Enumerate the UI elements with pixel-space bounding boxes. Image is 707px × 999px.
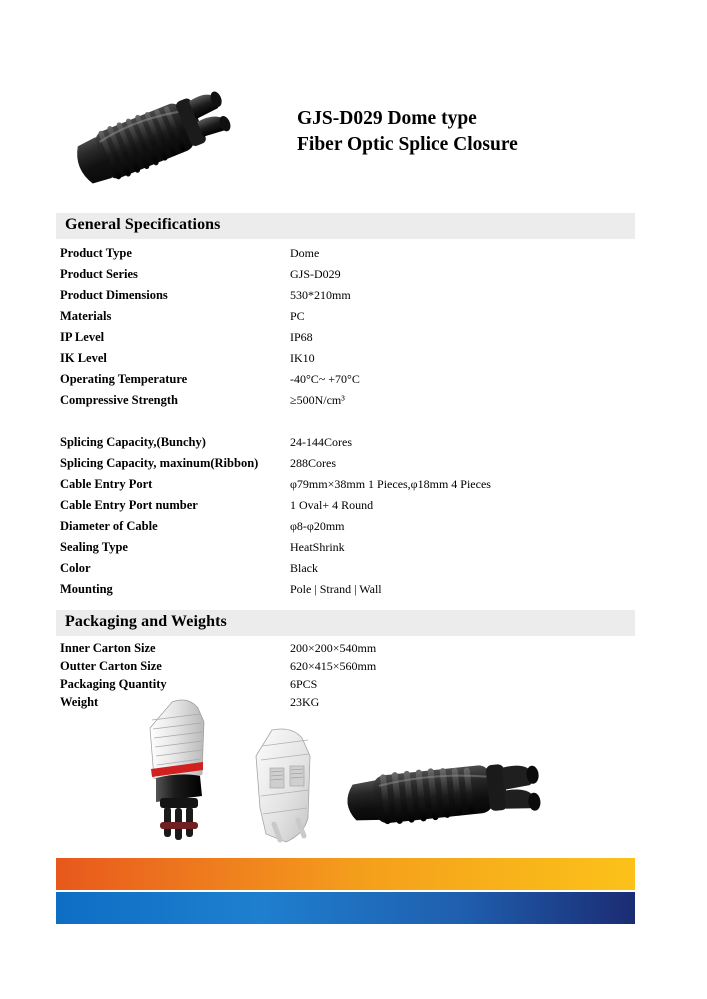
spec-label: Cable Entry Port number bbox=[60, 498, 198, 512]
spec-row bbox=[56, 516, 635, 537]
photo-splice-tray bbox=[246, 726, 334, 846]
spec-row bbox=[56, 243, 635, 264]
spec-label: Packaging Quantity bbox=[60, 677, 167, 691]
spec-row bbox=[56, 432, 635, 453]
spec-label: IK Level bbox=[60, 351, 107, 365]
spec-value: GJS-D029 bbox=[290, 267, 341, 281]
spec-label: Cable Entry Port bbox=[60, 477, 153, 491]
spec-row bbox=[56, 285, 635, 306]
spec-row bbox=[56, 390, 635, 432]
page-title-line2: Fiber Optic Splice Closure bbox=[297, 134, 518, 155]
spec-label: Mounting bbox=[60, 582, 113, 596]
spec-value: 200×200×540mm bbox=[290, 641, 377, 655]
section-title-general: General Specifications bbox=[65, 216, 221, 233]
photo-closed-closure bbox=[338, 741, 553, 846]
spec-value: 23KG bbox=[290, 695, 320, 709]
spec-label: Inner Carton Size bbox=[60, 641, 156, 655]
spec-value: IK10 bbox=[290, 351, 315, 365]
spec-row bbox=[56, 579, 635, 600]
spec-label: Weight bbox=[60, 695, 99, 709]
spec-value: φ8-φ20mm bbox=[290, 519, 345, 533]
footer-band-orange bbox=[56, 858, 635, 890]
spec-row bbox=[56, 369, 635, 390]
spec-row bbox=[56, 264, 635, 285]
spec-value: φ79mm×38mm 1 Pieces,φ18mm 4 Pieces bbox=[290, 477, 491, 491]
spec-label: Sealing Type bbox=[60, 540, 128, 554]
page-title bbox=[297, 106, 677, 158]
spec-row bbox=[56, 327, 635, 348]
product-photo-strip bbox=[56, 696, 635, 846]
footer-band-blue bbox=[56, 892, 635, 924]
spec-value: Dome bbox=[290, 246, 320, 260]
spec-value: Pole | Strand | Wall bbox=[290, 582, 382, 596]
spec-row bbox=[56, 495, 635, 516]
spec-value: ≥500N/cm³ bbox=[290, 393, 345, 407]
spec-value: 530*210mm bbox=[290, 288, 351, 302]
spec-row bbox=[56, 537, 635, 558]
section-title-packaging: Packaging and Weights bbox=[65, 613, 227, 630]
spec-label: Product Type bbox=[60, 246, 132, 260]
photo-open-closure bbox=[142, 696, 234, 846]
spec-label: Compressive Strength bbox=[60, 393, 178, 407]
spec-value: Black bbox=[290, 561, 318, 575]
spec-row bbox=[56, 675, 635, 693]
spec-label: Product Series bbox=[60, 267, 138, 281]
spec-value: IP68 bbox=[290, 330, 313, 344]
spec-row bbox=[56, 657, 635, 675]
spec-label: Operating Temperature bbox=[60, 372, 188, 386]
spec-label: Materials bbox=[60, 309, 112, 323]
spec-row bbox=[56, 639, 635, 657]
section-header-packaging-and-weights bbox=[56, 610, 635, 636]
spec-label: IP Level bbox=[60, 330, 105, 344]
spec-label: Color bbox=[60, 561, 91, 575]
spec-label: Outter Carton Size bbox=[60, 659, 162, 673]
general-specifications-table bbox=[56, 243, 635, 600]
spec-row bbox=[56, 306, 635, 327]
section-header-general-specifications bbox=[56, 213, 635, 239]
spec-value: 620×415×560mm bbox=[290, 659, 377, 673]
spec-row bbox=[56, 453, 635, 474]
hero-product-image bbox=[62, 78, 242, 198]
spec-row bbox=[56, 558, 635, 579]
spec-label: Product Dimensions bbox=[60, 288, 168, 302]
spec-row bbox=[56, 348, 635, 369]
spec-label: Splicing Capacity, maxinum(Ribbon) bbox=[60, 456, 259, 470]
page-title-line1: GJS-D029 Dome type bbox=[297, 108, 477, 129]
spec-value: HeatShrink bbox=[290, 540, 345, 554]
spec-value: -40°C~ +70°C bbox=[290, 372, 360, 386]
spec-value: 24-144Cores bbox=[290, 435, 352, 449]
spec-value: 288Cores bbox=[290, 456, 336, 470]
spec-label: Diameter of Cable bbox=[60, 519, 158, 533]
spec-value: 1 Oval+ 4 Round bbox=[290, 498, 374, 512]
hero-section bbox=[0, 60, 707, 210]
spec-value: 6PCS bbox=[290, 677, 318, 691]
spec-value: PC bbox=[290, 309, 305, 323]
spec-label: Splicing Capacity,(Bunchy) bbox=[60, 435, 206, 449]
spec-row bbox=[56, 474, 635, 495]
